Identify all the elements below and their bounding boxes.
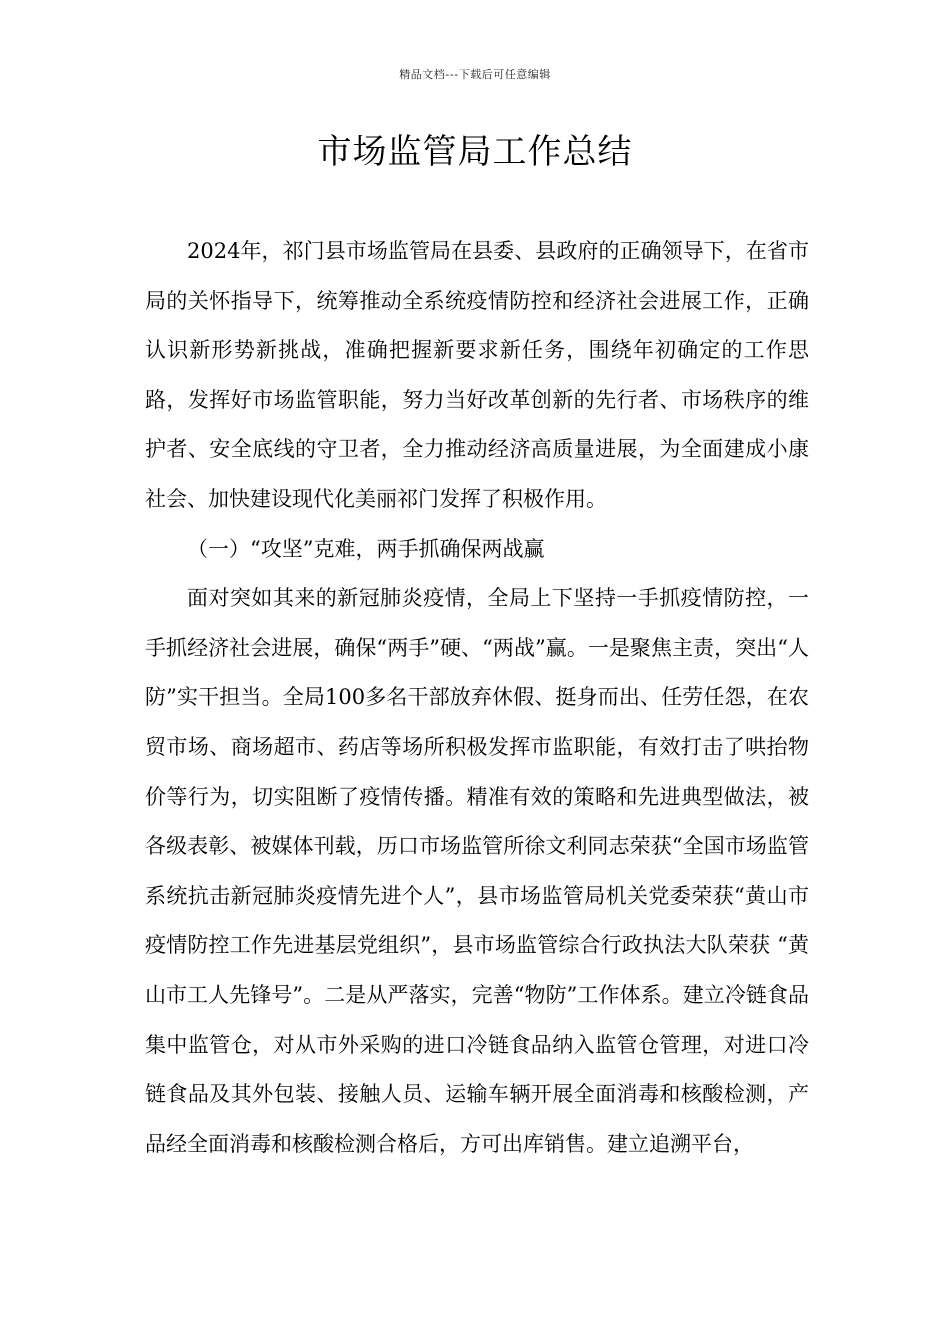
- section-heading: （一）“攻坚”克难，两手抓确保两战赢: [187, 536, 545, 561]
- header-note: 精品文档---下载后可任意编辑: [399, 68, 551, 81]
- document-title: 市场监管局工作总结: [317, 132, 633, 172]
- section-body-paragraph: 面对突如其来的新冠肺炎疫情，全局上下坚持一手抓疫情防控，一手抓经济社会进展，确保“两手”硬、“两战”赢。一是聚焦主责，突出“人防”实干担当。全局100多名干部放弃休假、挺身而出、任劳任怨，在农贸市场、商场超市、药店等场所积极发挥市监职能，有效打击了哄抬物价等行为，切实阻断了疫情传播。精准有效的策略和先进典型做法，被各级表彰、被媒体刊载，历口市场监管所徐文利同志荣获“全国市场监管系统抗击新冠肺炎疫情先进个人”，县市场监管局机关党委荣获“黄山市疫情防控工作先进基层党组织”，县市场监管综合行政执法大队荣获 “黄山市工人先锋号”。二是从严落实，完善“物防”工作体系。建立冷链食品集中监管仓，对从市外采购的进口冷链食品纳入监管仓管理，对进口冷链食品及其外包装、接触人员、运输车辆开展全面消毒和核酸检测，产品经全面消毒和核酸检测合格后，方可出库销售。建立追溯平台，: [145, 586, 809, 1156]
- document-body: [145, 227, 809, 1169]
- intro-paragraph: 2024年，祁门县市场监管局在县委、县政府的正确领导下，在省市局的关怀指导下，统筹推动全系统疫情防控和经济社会进展工作，正确认识新形势新挑战，准确把握新要求新任务，围绕年初确定的工作思路，发挥好市场监管职能，努力当好改革创新的先行者、市场秩序的维护者、安全底线的守卫者，全力推动经济高质量进展，为全面建成小康社会、加快建设现代化美丽祁门发挥了积极作用。: [145, 239, 809, 511]
